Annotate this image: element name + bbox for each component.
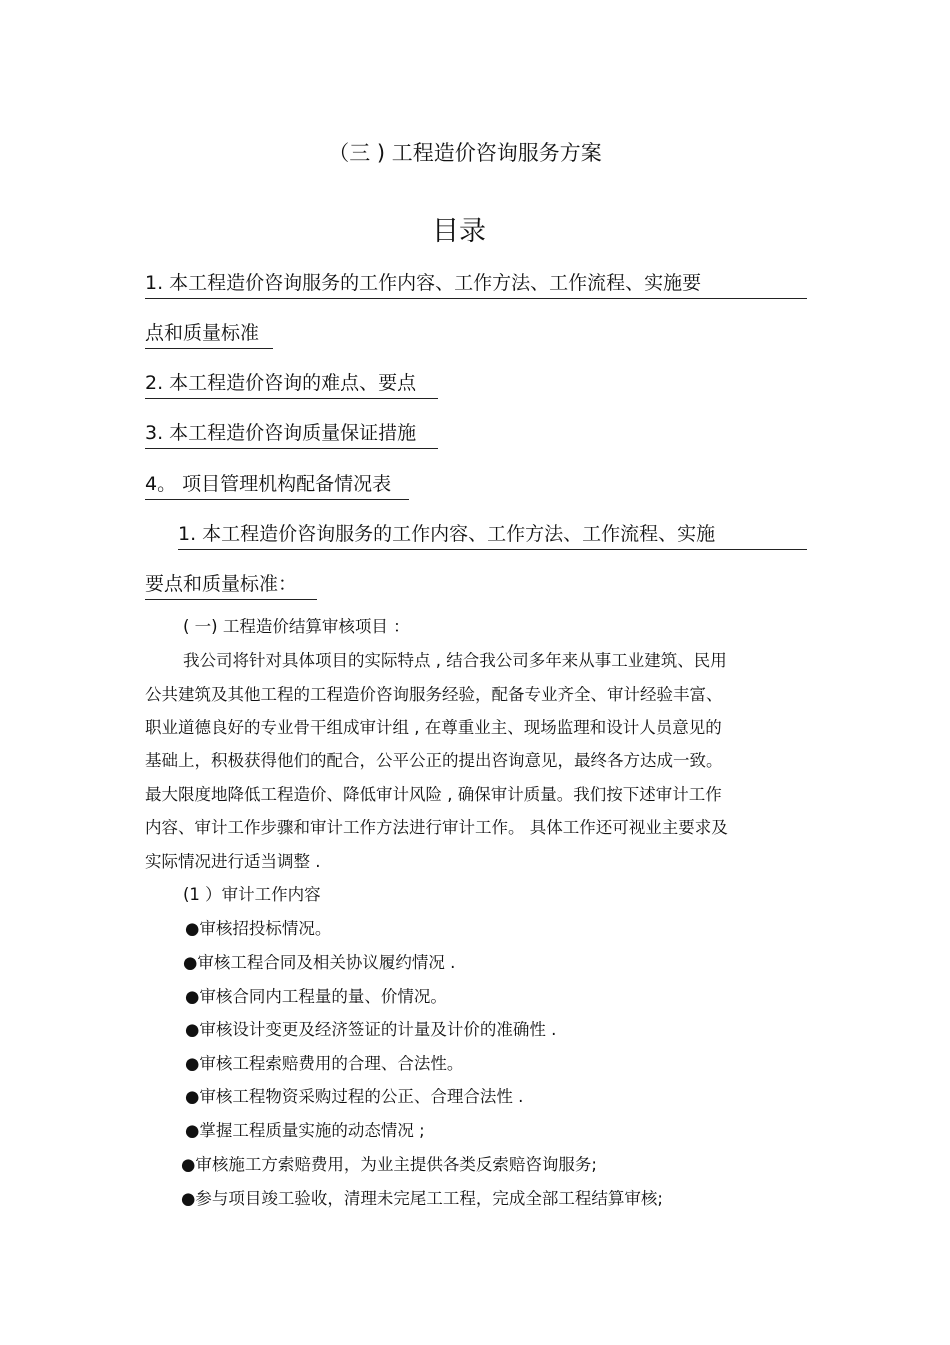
document-title: （三 ) 工程造价咨询服务方案 [328, 141, 602, 165]
toc-item-1-cont [145, 318, 273, 349]
toc-item-3-text: 3. 本工程造价咨询质量保证措施 [145, 418, 438, 449]
toc-item-3 [145, 418, 438, 449]
bullet-item: ●审核设计变更及经济签证的计量及计价的准确性 . [185, 1020, 557, 1039]
paragraph-line: 基础上，积极获得他们的配合，公平公正的提出咨询意见，最终各方达成一致。 [145, 751, 723, 770]
toc-item-1-cont-text: 点和质量标准 [145, 318, 273, 349]
toc-item-2-text: 2. 本工程造价咨询的难点、要点 [145, 368, 438, 399]
bullet-item: ●审核招投标情况。 [185, 919, 332, 938]
bullet-item: ●审核工程索赔费用的合理、合法性。 [185, 1054, 464, 1073]
bullet-item: ●审核施工方索赔费用，为业主提供各类反索赔咨询服务; [181, 1155, 597, 1174]
section-heading-line-1 [178, 519, 807, 550]
bullet-item: ●掌握工程质量实施的动态情况 ; [185, 1121, 425, 1140]
paragraph-line: 内容、审计工作步骤和审计工作方法进行审计工作。 具体工作还可视业主要求及 [145, 818, 728, 837]
toc-item-4-text: 4。 项目管理机构配备情况表 [145, 469, 409, 500]
bullet-item: ●审核工程合同及相关协议履约情况 . [183, 953, 456, 972]
paragraph-line: 最大限度地降低工程造价、降低审计风险 , 确保审计质量。我们按下述审计工作 [145, 785, 722, 804]
paragraph-line: 职业道德良好的专业骨干组成审计组 , 在尊重业主、现场监理和设计人员意见的 [145, 718, 722, 737]
paragraph-line: 我公司将针对具体项目的实际特点 , 结合我公司多年来从事工业建筑、民用 [183, 651, 727, 670]
toc-item-4 [145, 469, 409, 500]
section-heading-line-1-text: 1. 本工程造价咨询服务的工作内容、工作方法、工作流程、实施 [178, 523, 716, 545]
bullet-item: ●审核工程物资采购过程的公正、合理合法性 . [185, 1087, 524, 1106]
section-heading-line-2-text: 要点和质量标准： [145, 569, 317, 600]
paragraph-line: 公共建筑及其他工程的工程造价咨询服务经验，配备专业齐全、审计经验丰富、 [145, 685, 723, 704]
item-heading: (1 ）审计工作内容 [183, 885, 321, 904]
paragraph-line: 实际情况进行适当调整 . [145, 852, 321, 871]
toc-item-1-text: 1. 本工程造价咨询服务的工作内容、工作方法、工作流程、实施要 [145, 272, 702, 294]
bullet-item: ●审核合同内工程量的量、价情况。 [185, 987, 447, 1006]
toc-item-1 [145, 268, 807, 299]
toc-item-2 [145, 368, 438, 399]
bullet-item: ●参与项目竣工验收，清理未完尾工工程，完成全部工程结算审核; [181, 1189, 663, 1208]
toc-heading: 目录 [432, 216, 486, 247]
section-heading-line-2 [145, 569, 317, 600]
subsection-title: ( 一) 工程造价结算审核项目 ： [183, 617, 410, 636]
